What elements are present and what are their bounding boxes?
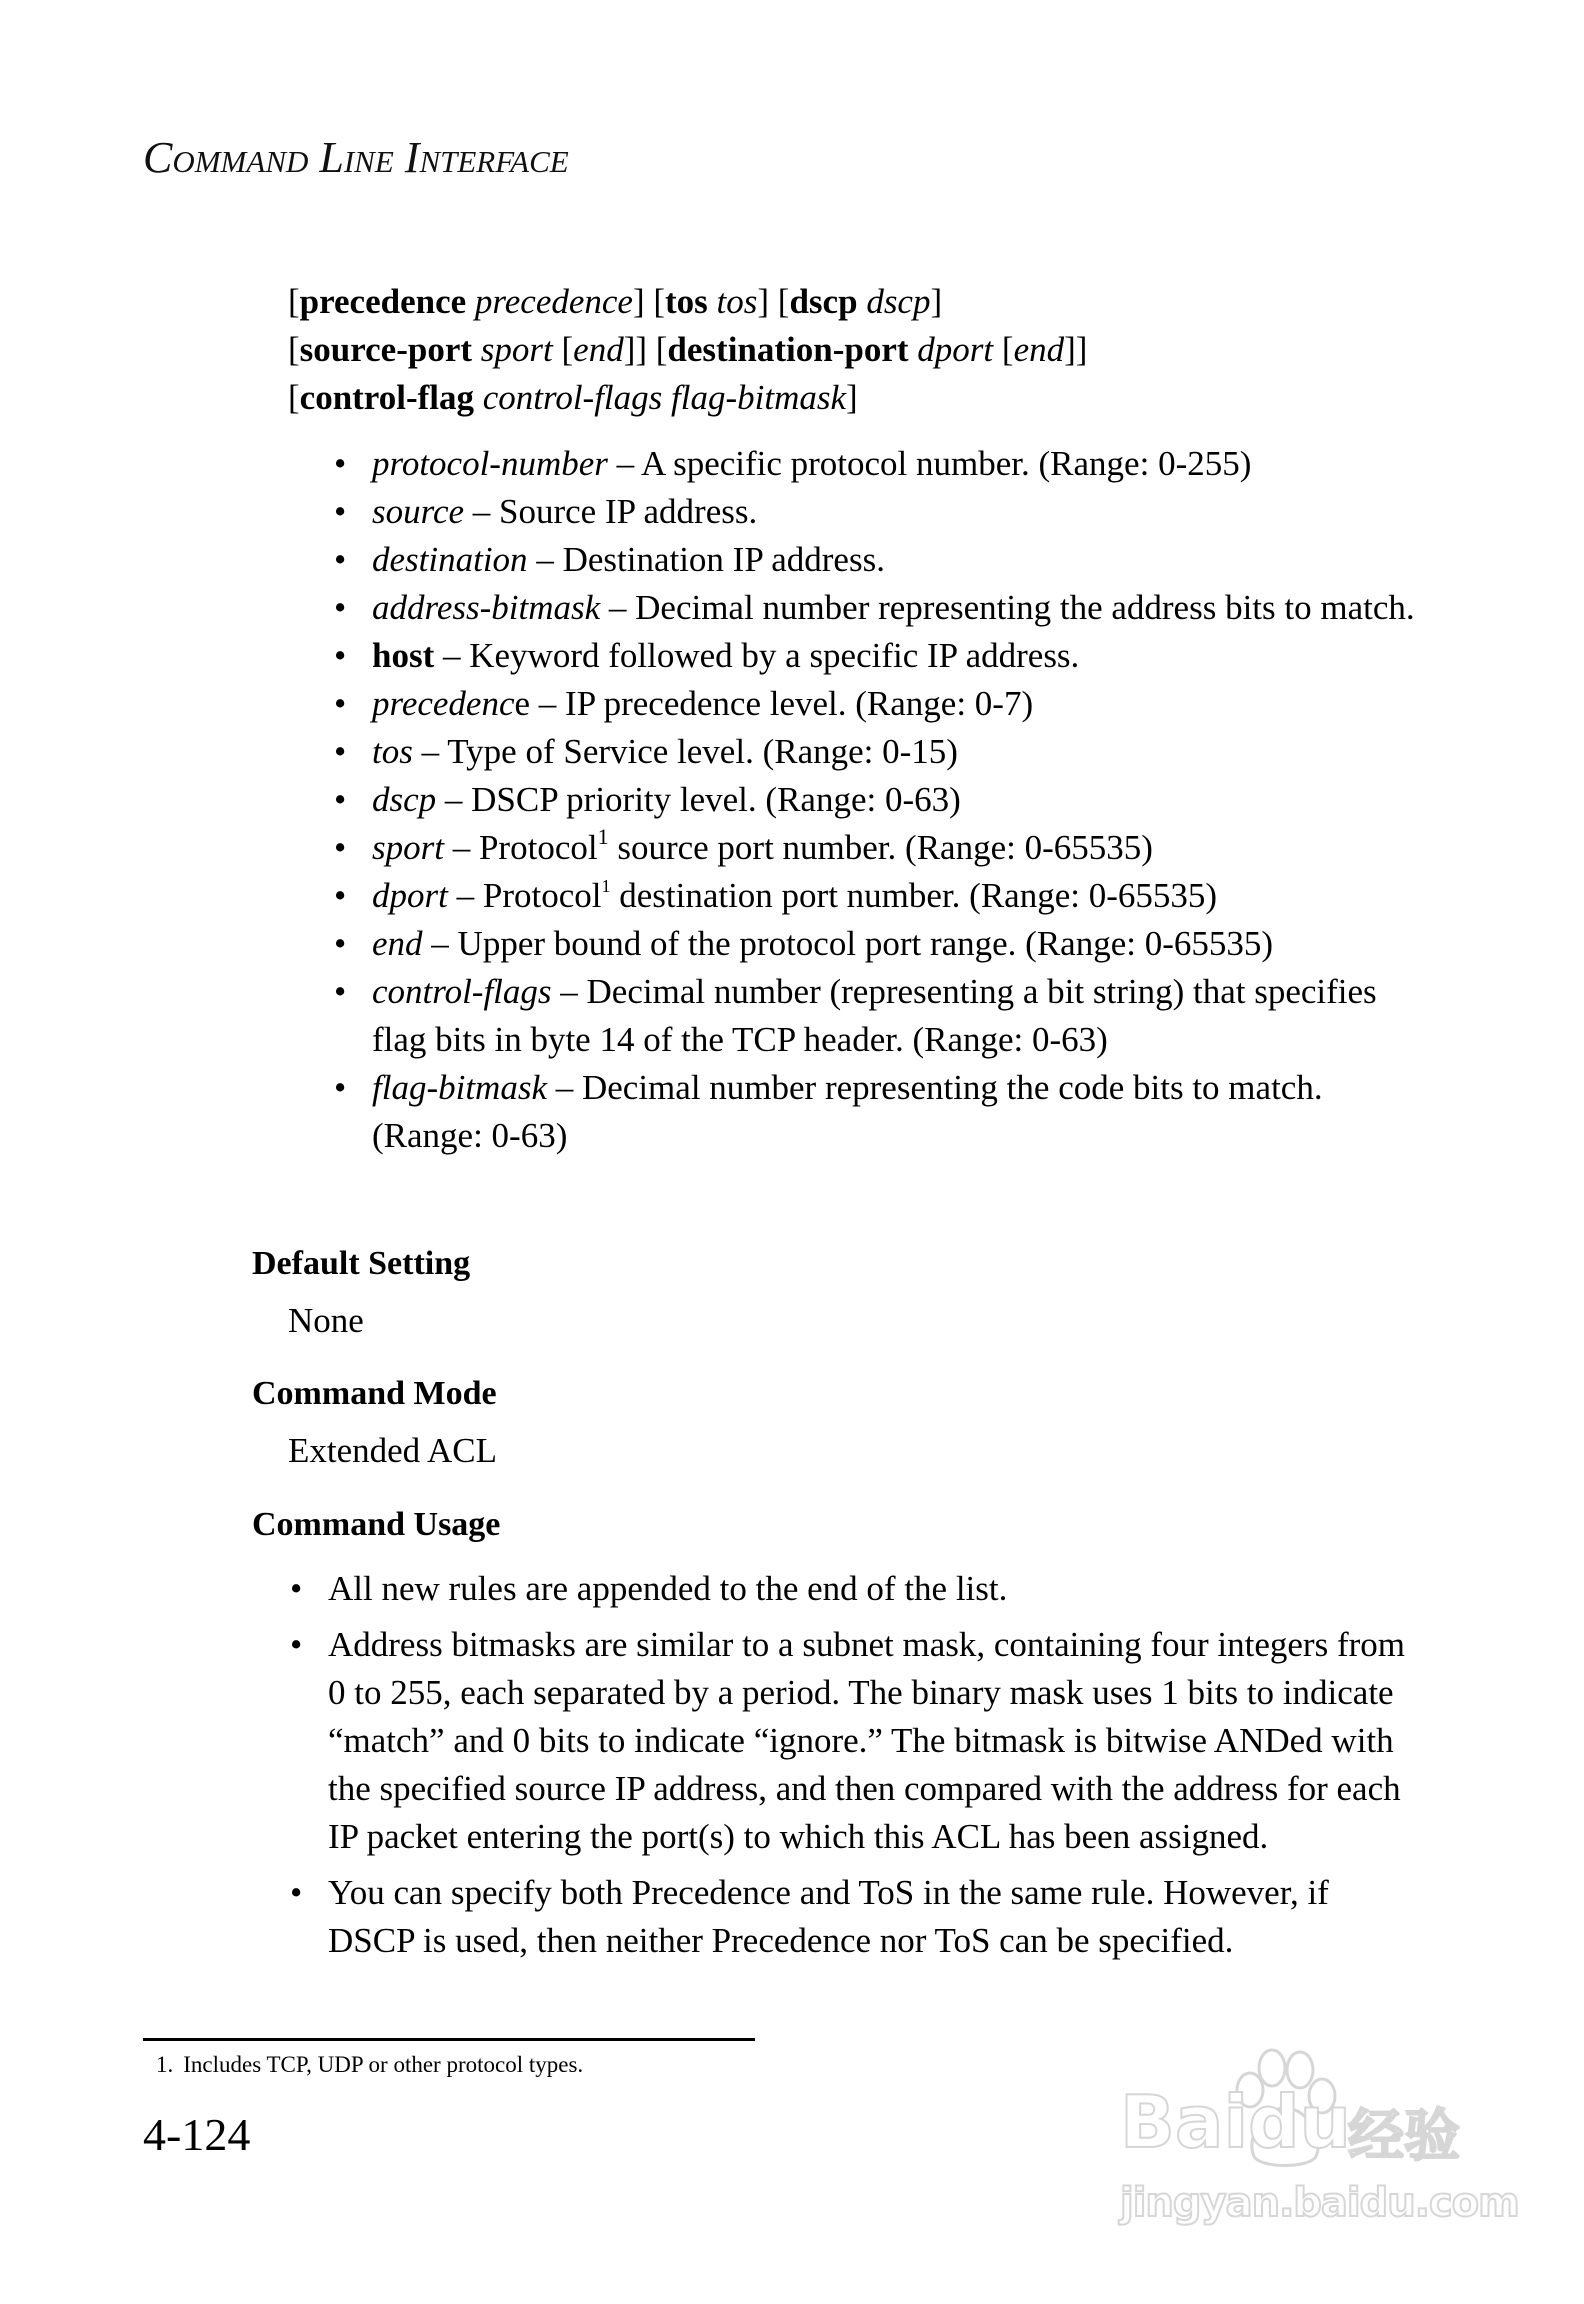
bullet-icon: • bbox=[334, 876, 347, 915]
syntax-argument: precedence bbox=[474, 282, 633, 321]
syntax-punctuation bbox=[858, 282, 867, 321]
syntax-argument: tos bbox=[716, 282, 758, 321]
parameter-item bbox=[326, 968, 1416, 1064]
footnote-reference: 1 bbox=[597, 824, 609, 850]
syntax-argument: dport bbox=[917, 330, 994, 369]
parameter-item bbox=[326, 1064, 1416, 1160]
default-setting-heading: Default Setting bbox=[252, 1245, 471, 1282]
parameter-term: host bbox=[372, 636, 435, 675]
parameter-description: – A specific protocol number. (Range: 0-255) bbox=[607, 444, 1252, 483]
parameter-description: – Source IP address. bbox=[464, 492, 758, 531]
parameter-description: – Destination IP address. bbox=[527, 540, 885, 579]
syntax-keyword: precedence bbox=[299, 282, 467, 321]
footnote-reference: 1 bbox=[601, 876, 611, 897]
syntax-punctuation: [ bbox=[288, 378, 300, 417]
usage-text: All new rules are appended to the end of the list. bbox=[328, 1569, 1008, 1608]
syntax-keyword: source-port bbox=[299, 330, 473, 369]
syntax-argument: end bbox=[1013, 330, 1065, 369]
syntax-keyword: control-flag bbox=[299, 378, 474, 417]
syntax-punctuation: ] bbox=[930, 282, 943, 321]
bullet-icon: • bbox=[334, 780, 347, 819]
parameter-term: flag-bitmask bbox=[372, 1068, 547, 1107]
syntax-punctuation bbox=[708, 282, 717, 321]
syntax-line-3 bbox=[288, 374, 1087, 422]
parameter-item bbox=[326, 584, 1416, 632]
watermark-url: jingyan.baidu.com bbox=[1120, 2180, 1519, 2226]
bullet-icon: • bbox=[334, 588, 347, 627]
syntax-punctuation: [ bbox=[288, 330, 300, 369]
parameter-term: source bbox=[372, 492, 465, 531]
parameter-item bbox=[326, 536, 1416, 584]
syntax-punctuation bbox=[474, 378, 483, 417]
syntax-argument: end bbox=[573, 330, 624, 369]
parameter-description: – DSCP priority level. (Range: 0-63) bbox=[436, 780, 961, 819]
bullet-icon: • bbox=[334, 636, 347, 675]
parameter-description: – Type of Service level. (Range: 0-15) bbox=[412, 732, 958, 771]
parameter-description: – Protocol bbox=[447, 876, 602, 915]
bullet-icon: • bbox=[334, 732, 347, 771]
footnote-text: Includes TCP, UDP or other protocol types. bbox=[183, 2052, 584, 2077]
parameter-item bbox=[326, 872, 1416, 920]
syntax-punctuation: ]] [ bbox=[623, 330, 668, 369]
command-mode-value: Extended ACL bbox=[288, 1431, 497, 1470]
parameter-description: – Keyword followed by a specific IP address. bbox=[434, 636, 1080, 675]
bullet-icon: • bbox=[334, 540, 347, 579]
parameter-item bbox=[326, 728, 1416, 776]
footnote-number: 1. bbox=[156, 2052, 174, 2077]
parameter-description: – Upper bound of the protocol port range. (Range: 0-65535) bbox=[422, 924, 1274, 963]
parameter-term: control-flags bbox=[372, 972, 552, 1011]
bullet-icon: • bbox=[290, 1569, 303, 1608]
watermark-logo-text: Baidu bbox=[1120, 2080, 1351, 2164]
syntax-argument: control-flags flag-bitmask bbox=[482, 378, 846, 417]
bullet-icon: • bbox=[334, 972, 347, 1011]
parameter-item bbox=[326, 488, 1416, 536]
bullet-icon: • bbox=[290, 1625, 303, 1664]
page-number: 4-124 bbox=[143, 2109, 251, 2160]
usage-text: You can specify both Precedence and ToS in the same rule. However, if DSCP is used, then neither Precedence nor ToS can be specified. bbox=[328, 1873, 1329, 1960]
command-mode-heading: Command Mode bbox=[252, 1375, 497, 1412]
watermark-logo-cn: 经验 bbox=[1348, 2104, 1460, 2169]
syntax-punctuation: [ bbox=[552, 330, 574, 369]
syntax-punctuation: ] [ bbox=[632, 282, 666, 321]
parameter-description: – Decimal number representing the code bits to match. (Range: 0-63) bbox=[372, 1068, 1323, 1155]
syntax-keyword: tos bbox=[665, 282, 708, 321]
bullet-icon: • bbox=[334, 1068, 347, 1107]
parameter-term: sport bbox=[372, 828, 444, 867]
bullet-icon: • bbox=[334, 444, 347, 483]
footnote bbox=[156, 2051, 583, 2079]
baidu-watermark bbox=[1110, 2060, 1519, 2240]
parameter-term: destination bbox=[372, 540, 528, 579]
parameter-item bbox=[326, 440, 1416, 488]
syntax-punctuation: [ bbox=[993, 330, 1014, 369]
parameter-item bbox=[326, 776, 1416, 824]
parameter-description: – Protocol bbox=[443, 828, 598, 867]
running-header-title: Command Line Interface bbox=[143, 133, 569, 182]
bullet-icon: • bbox=[334, 924, 347, 963]
usage-item bbox=[282, 1869, 1422, 1965]
parameter-description: – Decimal number representing the address bits to match. bbox=[600, 588, 1415, 627]
bullet-icon: • bbox=[290, 1873, 303, 1912]
parameter-description: – Decimal number (representing a bit string) that specifies flag bits in byte 14 of the TCP header. (Range: 0-63) bbox=[372, 972, 1377, 1059]
parameter-description: source port number. (Range: 0-65535) bbox=[608, 828, 1153, 867]
bullet-icon: • bbox=[334, 828, 347, 867]
parameter-description: – IP precedence level. (Range: 0-7) bbox=[530, 684, 1034, 723]
command-syntax-block bbox=[288, 278, 1087, 422]
syntax-keyword: destination-port bbox=[667, 330, 909, 369]
parameter-term: precedenc bbox=[372, 684, 515, 723]
syntax-argument: sport bbox=[480, 330, 553, 369]
syntax-punctuation: ]] bbox=[1064, 330, 1088, 369]
syntax-punctuation bbox=[472, 330, 481, 369]
parameter-item bbox=[326, 632, 1416, 680]
parameter-term: address-bitmask bbox=[372, 588, 601, 627]
parameter-term: protocol-number bbox=[372, 444, 608, 483]
syntax-punctuation: [ bbox=[288, 282, 300, 321]
command-usage-list bbox=[282, 1565, 1422, 1973]
parameter-term: dscp bbox=[372, 780, 437, 819]
usage-item bbox=[282, 1621, 1422, 1861]
default-setting-value: None bbox=[288, 1301, 364, 1340]
syntax-argument: dscp bbox=[866, 282, 931, 321]
parameter-term: end bbox=[372, 924, 423, 963]
syntax-punctuation: ] [ bbox=[757, 282, 790, 321]
bullet-icon: • bbox=[334, 492, 347, 531]
parameter-list bbox=[326, 440, 1416, 1160]
usage-text: Address bitmasks are similar to a subnet mask, containing four integers from 0 to 255, each separated by a period. The binary mask uses 1 bits to indicate “match” and 0 bits to indicate “ignore.” The bitmask is bitwise ANDed with the specified source IP address, and then compared with the address for each IP packet entering the port(s) to which this ACL has been assigned. bbox=[328, 1625, 1405, 1856]
syntax-line-2 bbox=[288, 326, 1087, 374]
parameter-term: dport bbox=[372, 876, 448, 915]
parameter-item bbox=[326, 824, 1416, 872]
syntax-punctuation: ] bbox=[846, 378, 858, 417]
parameter-item bbox=[326, 680, 1416, 728]
command-usage-heading: Command Usage bbox=[252, 1506, 501, 1543]
syntax-line-1 bbox=[288, 278, 1087, 326]
syntax-punctuation bbox=[466, 282, 475, 321]
usage-item bbox=[282, 1565, 1422, 1613]
parameter-description: destination port number. (Range: 0-65535) bbox=[610, 876, 1218, 915]
syntax-punctuation bbox=[909, 330, 918, 369]
parameter-item bbox=[326, 920, 1416, 968]
footnote-divider bbox=[143, 2038, 755, 2041]
bullet-icon: • bbox=[334, 684, 347, 723]
parameter-term: tos bbox=[372, 732, 413, 771]
parameter-term-tail: e bbox=[514, 684, 531, 723]
syntax-keyword: dscp bbox=[789, 282, 858, 321]
